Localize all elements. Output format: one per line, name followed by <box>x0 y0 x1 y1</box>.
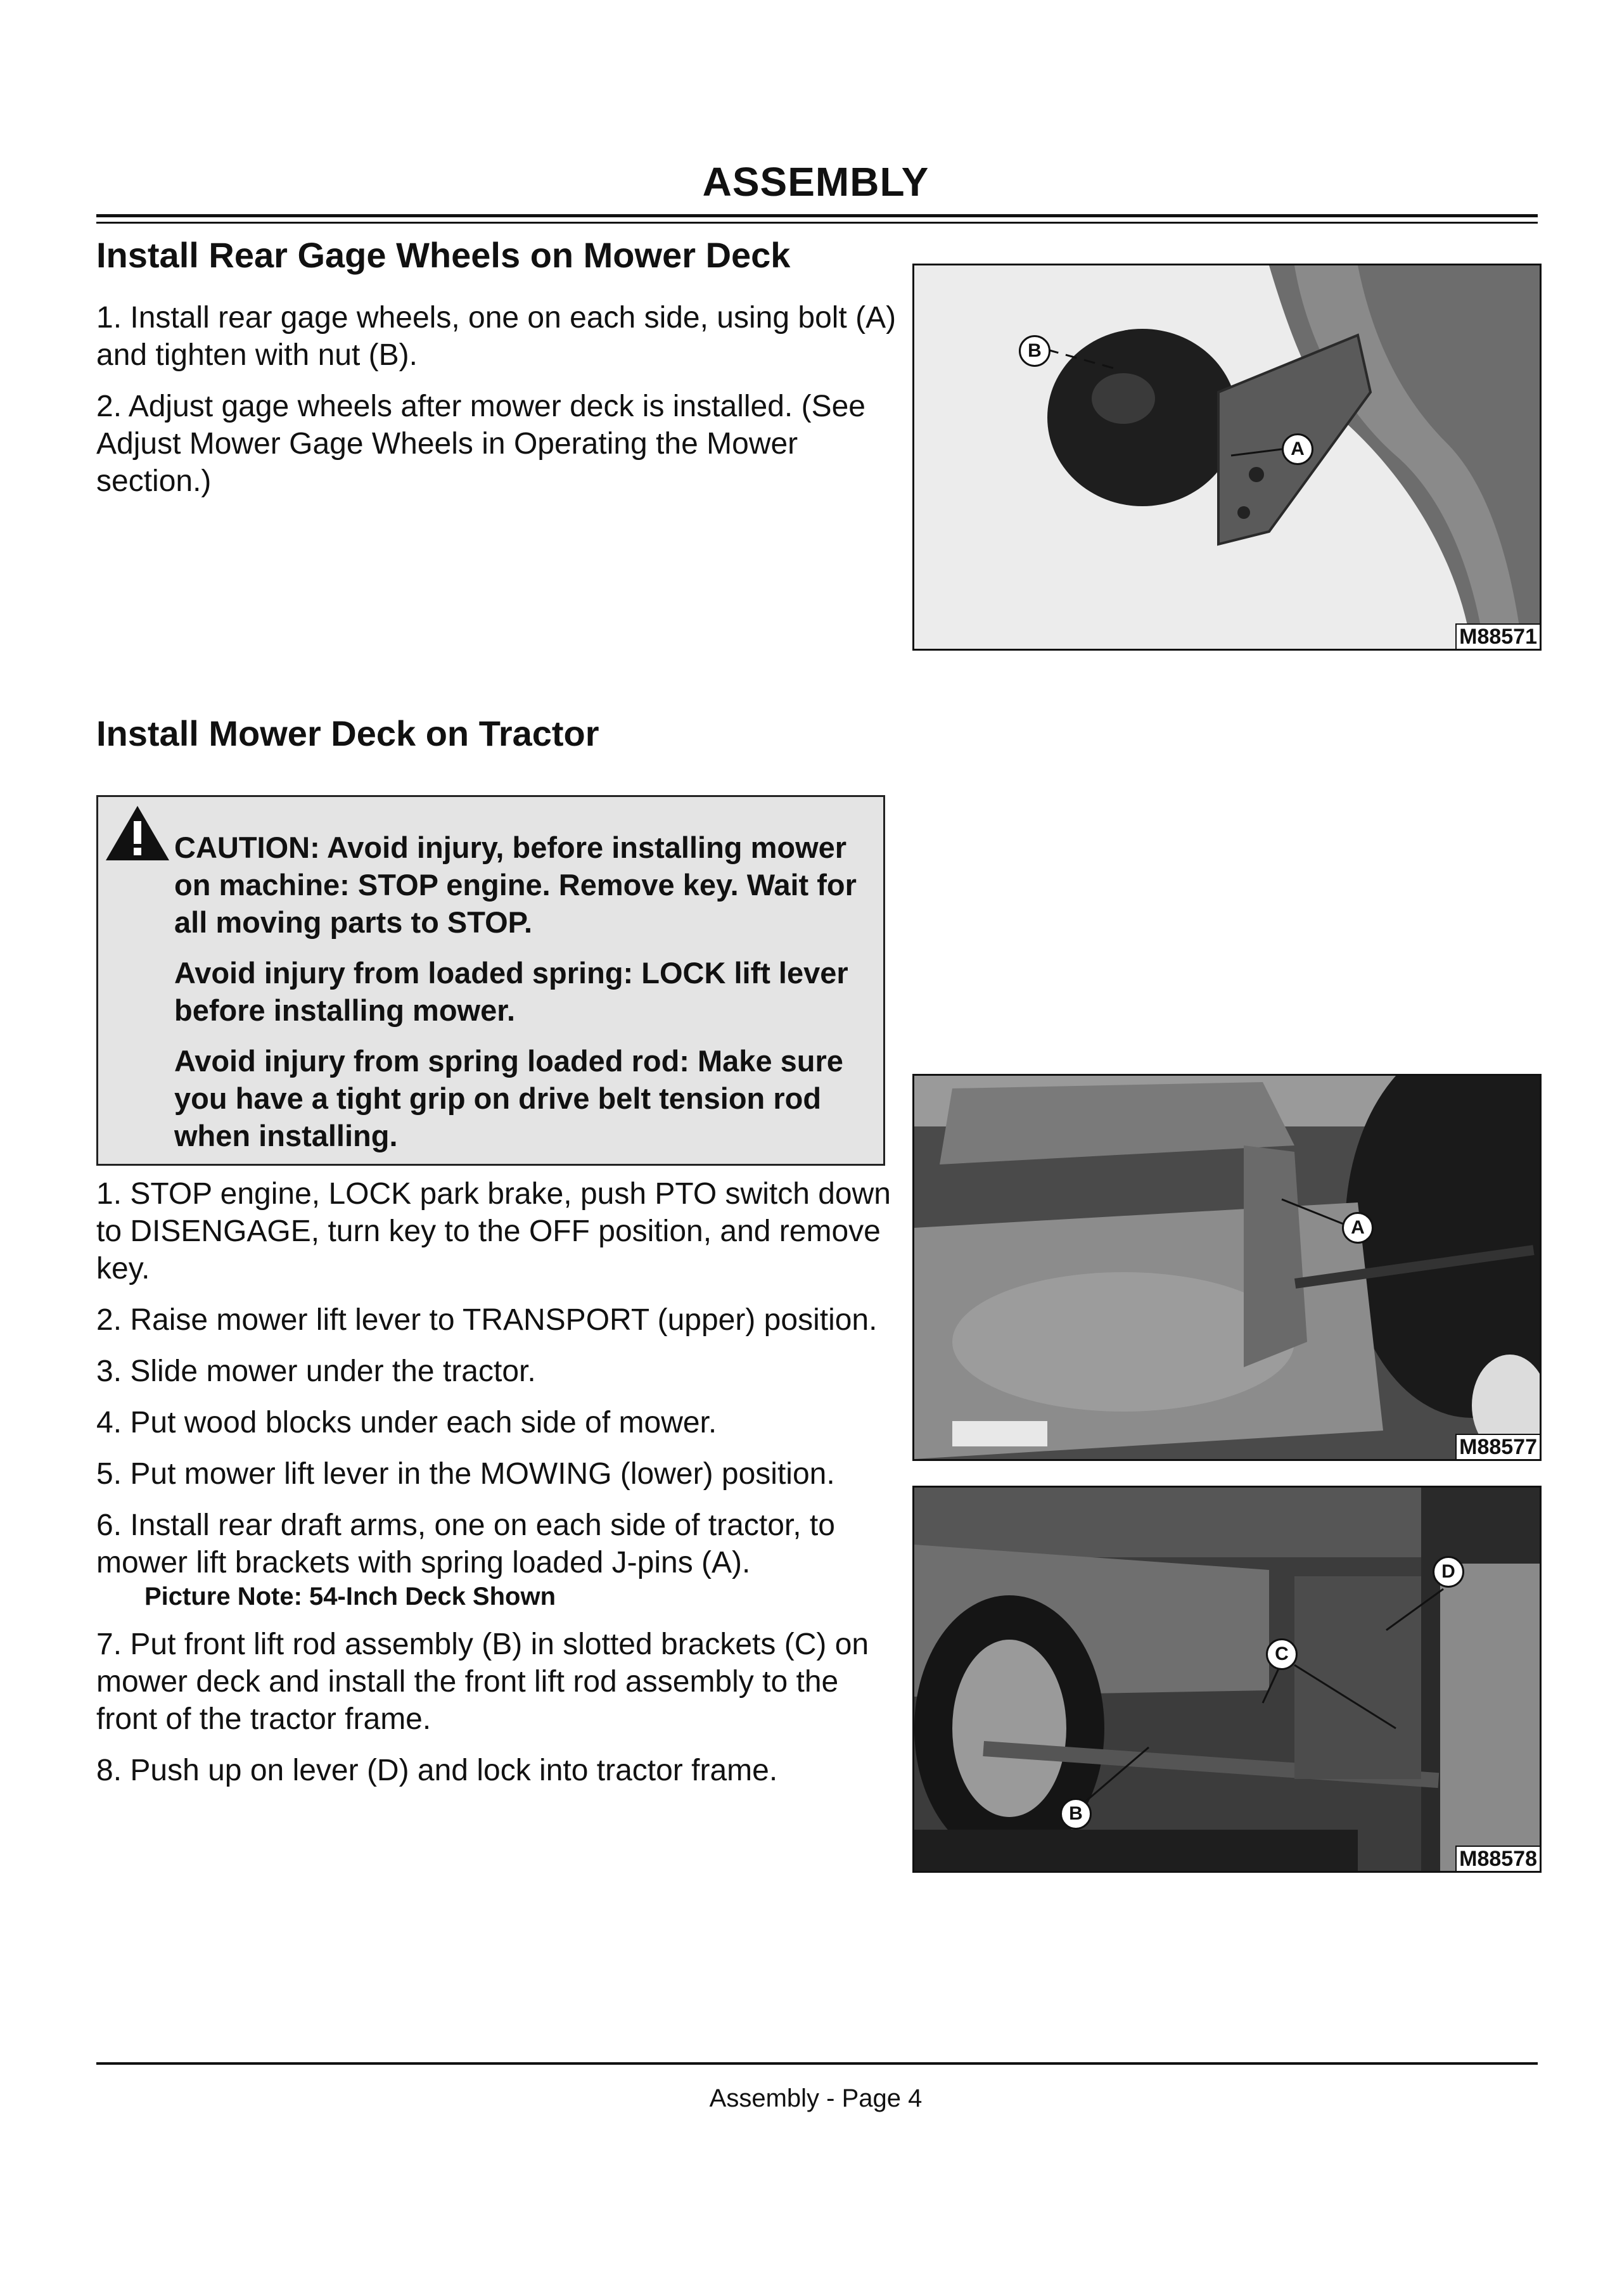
title-rule-bottom <box>96 222 1538 224</box>
title-rule-top <box>96 214 1538 217</box>
callout-a: A <box>1342 1212 1374 1244</box>
figure-code: M88577 <box>1455 1434 1540 1459</box>
section-heading-mower-deck: Install Mower Deck on Tractor <box>96 713 599 753</box>
figure-code: M88578 <box>1455 1846 1540 1871</box>
step-3: 3. Slide mower under the tractor. <box>96 1355 536 1388</box>
step-2: 2. Adjust gage wheels after mower deck is installed. (See Adjust Mower Gage Wheels in Operating the Mower section.) <box>96 390 865 498</box>
gage-wheels-steps <box>96 299 898 500</box>
caution-line-3: Avoid injury from spring loaded rod: Make sure you have a tight grip on drive belt tension rod when installing. <box>174 1044 843 1152</box>
callout-d: D <box>1433 1556 1464 1588</box>
step-1: 1. STOP engine, LOCK park brake, push PTO switch down to DISENGAGE, turn key to the OFF position, and remove key. <box>96 1177 891 1285</box>
caution-line-2: Avoid injury from loaded spring: LOCK lift lever before installing mower. <box>174 956 848 1027</box>
caution-box <box>96 795 885 1166</box>
gage-wheel-figure <box>912 264 1542 651</box>
caution-text <box>174 829 878 1168</box>
warning-triangle-icon <box>105 805 170 862</box>
step-4: 4. Put wood blocks under each side of mower. <box>96 1406 717 1439</box>
front-lift-rod-callout-lines <box>914 1488 1540 1871</box>
gage-wheel-callout-lines <box>914 265 1540 649</box>
step-5: 5. Put mower lift lever in the MOWING (lower) position. <box>96 1457 835 1491</box>
front-lift-rod-figure <box>912 1486 1542 1873</box>
section-heading-gage-wheels: Install Rear Gage Wheels on Mower Deck <box>96 235 791 275</box>
figure-code: M88571 <box>1455 623 1540 649</box>
footer-rule <box>96 2062 1538 2065</box>
picture-note: Picture Note: 54-Inch Deck Shown <box>144 1583 556 1610</box>
step-6: 6. Install rear draft arms, one on each side of tractor, to mower lift brackets with spring loaded J-pins (A). <box>96 1508 835 1579</box>
step-2: 2. Raise mower lift lever to TRANSPORT (upper) position. <box>96 1303 878 1337</box>
callout-a: A <box>1282 433 1313 465</box>
callout-b: B <box>1019 335 1050 367</box>
caution-line-1: CAUTION: Avoid injury, before installing mower on machine: STOP engine. Remove key. Wait for all moving parts to STOP. <box>174 831 857 939</box>
page-title: ASSEMBLY <box>702 159 929 205</box>
footer-page-label: Assembly - Page 4 <box>709 2084 923 2112</box>
draft-arm-callout-lines <box>914 1076 1540 1459</box>
draft-arm-figure <box>912 1074 1542 1461</box>
step-1: 1. Install rear gage wheels, one on each side, using bolt (A) and tighten with nut (B). <box>96 301 897 372</box>
callout-c: C <box>1266 1638 1298 1670</box>
step-7: 7. Put front lift rod assembly (B) in slotted brackets (C) on mower deck and install the front lift rod assembly to the front of the tractor frame. <box>96 1628 869 1736</box>
step-8: 8. Push up on lever (D) and lock into tractor frame. <box>96 1754 778 1787</box>
callout-b: B <box>1060 1798 1092 1830</box>
mower-deck-steps <box>96 1175 898 1789</box>
